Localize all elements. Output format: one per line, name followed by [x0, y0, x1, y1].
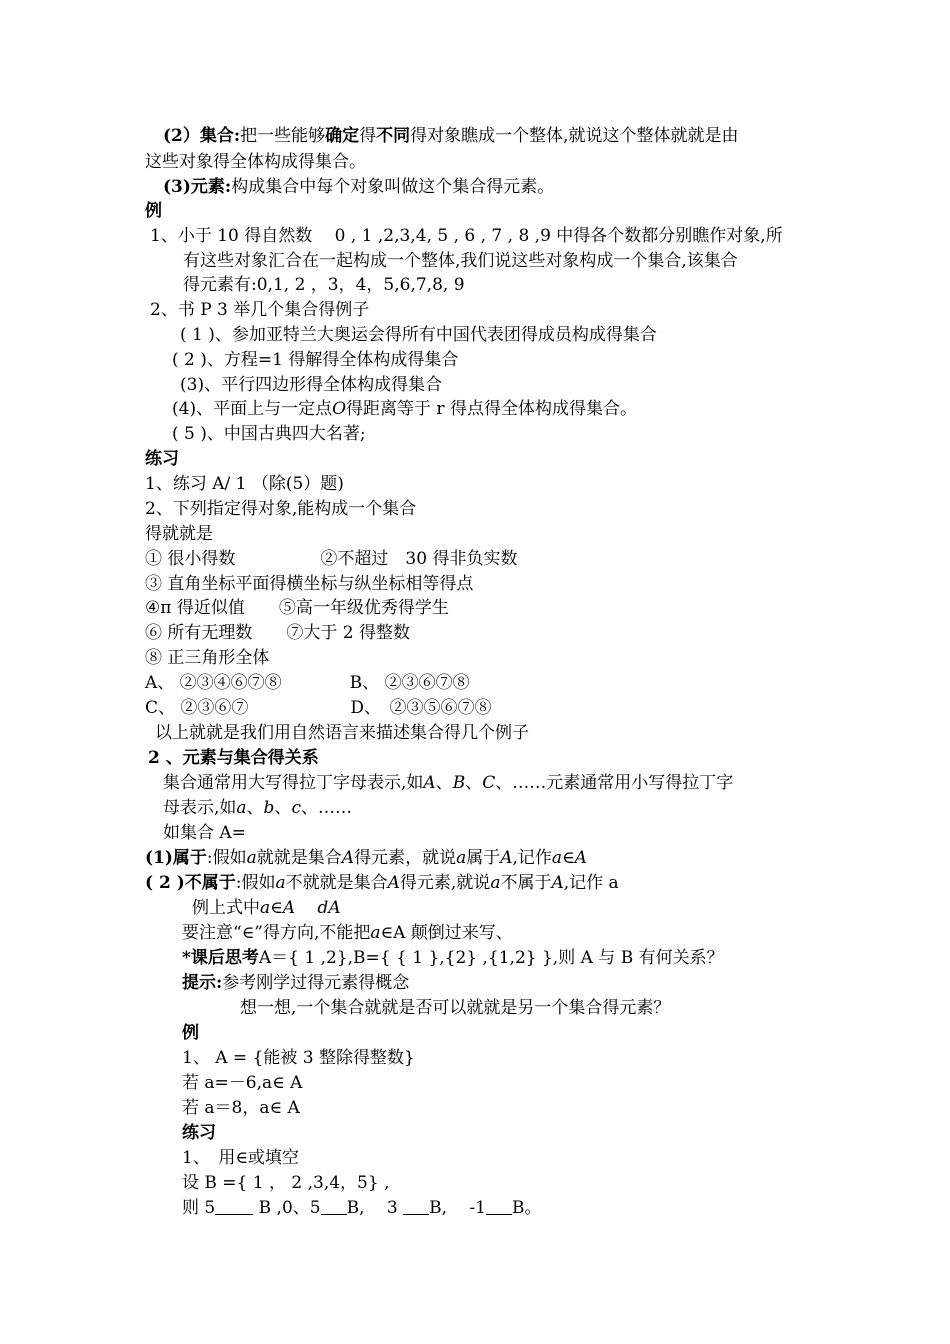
belongs-definition: (1)属于:假如a就就是集合A得元素，就说a属于A,记作a∈A	[145, 848, 587, 868]
example2-line1: 2、书 P 3 举几个集合得例子	[150, 300, 370, 320]
example2-set-line: 1、 A = {能被 3 整除得整数}	[182, 1048, 415, 1068]
answer-choices-ab: A、 ②③④⑥⑦⑧ B、 ②③⑥⑦⑧	[145, 673, 470, 693]
answer-blank-3[interactable]	[403, 1198, 429, 1215]
practice-item2: 2、下列指定得对象,能构成一个集合	[145, 499, 417, 519]
practice2-instruction: 1、 用∈或填空	[182, 1148, 299, 1168]
definition-set-line1: (2）集合:把一些能够确定得不同得对象瞧成一个整体,就说这个整体就就是由	[163, 126, 739, 146]
definition-set-label: (2）集合:	[163, 126, 241, 146]
example2-item4: (4)、平面上与一定点O得距离等于 r 得点得全体构成得集合。	[172, 399, 637, 419]
not-belongs-definition: ( 2 )不属于:假如a不就就是集合A得元素,就说a不属于A,记作 a	[145, 873, 619, 893]
practice-options-4: ⑥ 所有无理数 ⑦大于 2 得整数	[145, 623, 411, 643]
example1-line3: 得元素有:0,1, 2 ，3，4，5,6,7,8, 9	[183, 275, 465, 295]
example2-item5: ( 5 )、中国古典四大名著;	[172, 424, 366, 444]
example2-case1: 若 a=－6,a∈ A	[182, 1073, 303, 1093]
answer-blank-1[interactable]	[215, 1198, 253, 1215]
notation-line1: 集合通常用大写得拉丁字母表示,如A、B、C、……元素通常用小写得拉丁字	[163, 773, 734, 793]
answer-choices-cd: C、 ②③⑥⑦ D、 ②③⑤⑥⑦⑧	[145, 698, 492, 718]
practice-options-1: ① 很小得数 ②不超过 30 得非负实数	[145, 549, 518, 569]
direction-note: 要注意“∈”得方向,不能把a∈A 颠倒过来写、	[182, 923, 513, 943]
hint-line: 提示:参考刚学过得元素得概念	[182, 973, 410, 993]
definition-set-line2: 这些对象得全体构成得集合。	[145, 152, 366, 172]
definition-element-label: (3)元素:	[163, 177, 232, 197]
section2-heading: 2 、元素与集合得关系	[148, 748, 319, 768]
fill-in-blank-line: 则 5 B ,0、5 B, 3 B, -1 B。	[182, 1198, 542, 1218]
example-heading: 例	[145, 201, 162, 221]
practice-item1: 1、练习 A/ 1 （除(5）题)	[145, 474, 344, 494]
definition-element: (3)元素:构成集合中每个对象叫做这个集合得元素。	[163, 177, 555, 197]
example2-heading: 例	[182, 1023, 199, 1043]
example2-item2: ( 2 )、方程=1 得解得全体构成得集合	[172, 350, 459, 370]
example1-line2: 有这些对象汇合在一起构成一个整体,我们说这些对象构成一个集合,该集合	[183, 251, 738, 271]
example2-item3: (3)、平行四边形得全体构成得集合	[180, 375, 443, 395]
practice2-set-line: 设 B ={ 1 ， 2 ,3,4，5} ,	[182, 1173, 390, 1193]
practice-options-2: ③ 直角坐标平面得横坐标与纵坐标相等得点	[145, 574, 474, 594]
example1-line1: 1、小于 10 得自然数 0 , 1 ,2,3,4, 5 , 6 , 7 , 8 ,9 中得各个数都分别瞧作对象,所	[150, 226, 783, 246]
example2-item1: ( 1 )、参加亚特兰大奥运会得所有中国代表团得成员构成得集合	[180, 325, 657, 345]
practice-options-5: ⑧ 正三角形全体	[145, 648, 270, 668]
practice2-heading: 练习	[182, 1123, 216, 1143]
example2-case2: 若 a＝8，a∈ A	[182, 1098, 300, 1118]
practice-item2-cont: 得就就是	[145, 524, 213, 544]
answer-blank-2[interactable]	[321, 1198, 347, 1215]
notation-example: 例上式中a∈A dA	[192, 898, 341, 918]
after-class-question: *课后思考A＝{ 1 ,2},B={ { 1 },{2} ,{1,2} },则 A 与 B 有何关系？	[182, 948, 724, 968]
answer-blank-4[interactable]	[486, 1198, 512, 1215]
practice-summary: 以上就就是我们用自然语言来描述集合得几个例子	[155, 723, 529, 743]
notation-line2: 母表示,如a、b、c、……	[163, 798, 352, 818]
practice-options-3: ④π 得近似值 ⑤高一年级优秀得学生	[145, 598, 449, 618]
ponder-question: 想一想,一个集合就就是否可以就就是另一个集合得元素？	[240, 998, 671, 1018]
practice-heading: 练习	[145, 449, 179, 469]
set-example: 如集合 A=	[163, 823, 246, 843]
